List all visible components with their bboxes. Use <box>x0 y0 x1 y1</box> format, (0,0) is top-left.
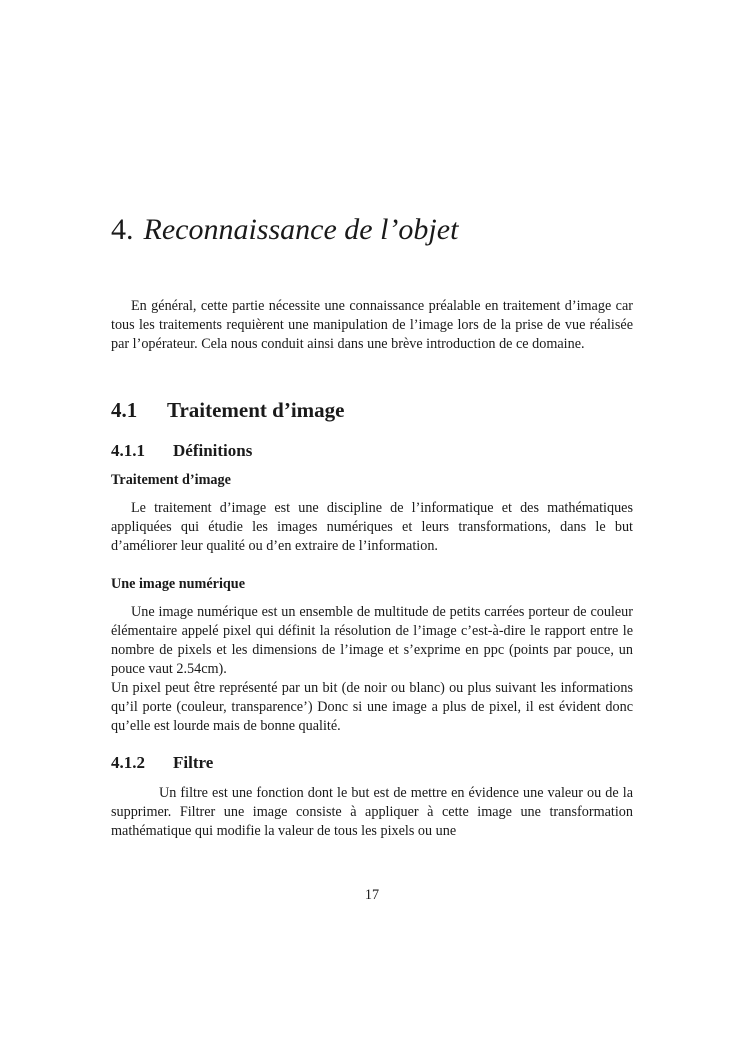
chapter-heading <box>111 210 651 250</box>
chapter-title: Reconnaissance de l’objet <box>143 213 459 246</box>
page-number: 17 <box>364 887 380 903</box>
subsection-title: Définitions <box>173 441 253 460</box>
traitement-paragraph: Le traitement d’image est une discipline de l’informatique et des mathématiques appliquées qui étudie les images numériques et leurs transformations, dans le but d’améliorer leur qualité ou d’en extraire de l’information. <box>111 500 633 554</box>
subsection-title: Filtre <box>173 753 214 772</box>
section-number: 4.1 <box>111 398 138 422</box>
paragraph-heading-traitement: Traitement d’image <box>111 472 231 488</box>
paragraph-heading-image: Une image numérique <box>111 576 245 592</box>
chapter-number: 4. <box>111 213 134 246</box>
subsection-heading-filtre <box>111 752 213 774</box>
section-title: Traitement d’image <box>167 398 345 422</box>
section-heading <box>111 397 344 423</box>
image-paragraph-1: Une image numérique est un ensemble de multitude de petits carrées porteur de couleur élémentaire appelé pixel qui définit la résolution de l’image c’est-à-dire le rapport entre le nombre de pixels et les dimensions de l’image et s’exprime en ppc (points par pouce, un pouce vaut 2.54cm). <box>111 604 633 677</box>
intro-paragraph: En général, cette partie nécessite une connaissance préalable en traitement d’image car tous les traitements requièrent une manipulation de l’image lors de la prise de vue réalisée par l’opérateur. Cela nous conduit ainsi dans une brève introduction de ce domaine. <box>111 298 633 352</box>
image-paragraph-2: Un pixel peut être représenté par un bit (de noir ou blanc) ou plus suivant les informations qu’il porte (couleur, transparence’) Donc si une image a plus de pixel, il est évident donc qu’elle est lourde mais de bonne qualité. <box>111 680 633 734</box>
subsection-number: 4.1.2 <box>111 753 145 772</box>
filtre-paragraph: Un filtre est une fonction dont le but est de mettre en évidence une valeur ou de la supprimer. Filtrer une image consiste à appliquer à cette image une transformation mathématique qui modifie la valeur de tous les pixels ou une <box>111 785 633 839</box>
subsection-heading-definitions <box>111 440 252 462</box>
subsection-number: 4.1.1 <box>111 441 145 460</box>
